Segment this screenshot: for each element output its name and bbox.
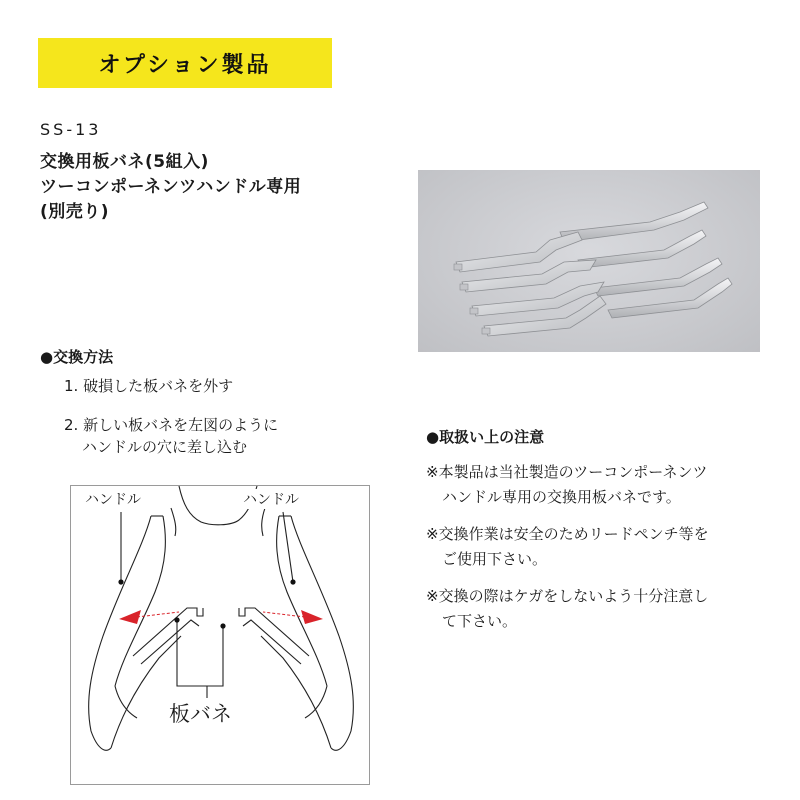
step-2-line-2: ハンドルの穴に差し込む [82, 438, 248, 456]
product-title-line: 交換用板バネ(5組入) [40, 152, 209, 172]
installation-diagram [70, 485, 370, 785]
product-code: SS-13 [40, 120, 102, 139]
caution-note-line: ご使用下さい。 [442, 550, 548, 568]
step-2 [64, 414, 278, 458]
caution-note-line: ※交換の際はケガをしないよう十分注意し [426, 587, 709, 605]
diagram-drawing [71, 486, 370, 785]
caution-note-line: ハンドル専用の交換用板バネです。 [442, 488, 681, 506]
caution-note [426, 584, 766, 634]
step-1: 1. 破損した板バネを外す [64, 377, 234, 395]
label-leaf-spring: 板バネ [169, 698, 232, 728]
leaf-springs-illustration [418, 170, 760, 352]
step-2-line-1: 2. 新しい板バネを左図のように [64, 416, 279, 434]
caution-note [426, 522, 766, 572]
product-title-line: ツーコンポーネンツハンドル専用 [40, 177, 302, 197]
section-banner [38, 38, 332, 88]
caution-note-line: ※本製品は当社製造のツーコンポーネンツ [426, 463, 708, 481]
insert-arrows [119, 610, 323, 624]
caution-note-line: ※交換作業は安全のためリードペンチ等を [426, 525, 709, 543]
cautions-heading: ●取扱い上の注意 [426, 428, 545, 446]
replacement-steps [64, 376, 278, 458]
cautions-notes [426, 460, 766, 646]
caution-note-line: て下さい。 [442, 612, 518, 630]
product-title [40, 150, 301, 225]
caution-note [426, 460, 766, 510]
label-handle-right: ハンドル [243, 489, 299, 509]
product-photo [418, 170, 760, 352]
banner-title: オプション製品 [98, 52, 272, 78]
label-handle-left: ハンドル [85, 489, 141, 509]
replacement-heading: ●交換方法 [40, 348, 114, 366]
product-title-line: (別売り) [40, 202, 110, 222]
